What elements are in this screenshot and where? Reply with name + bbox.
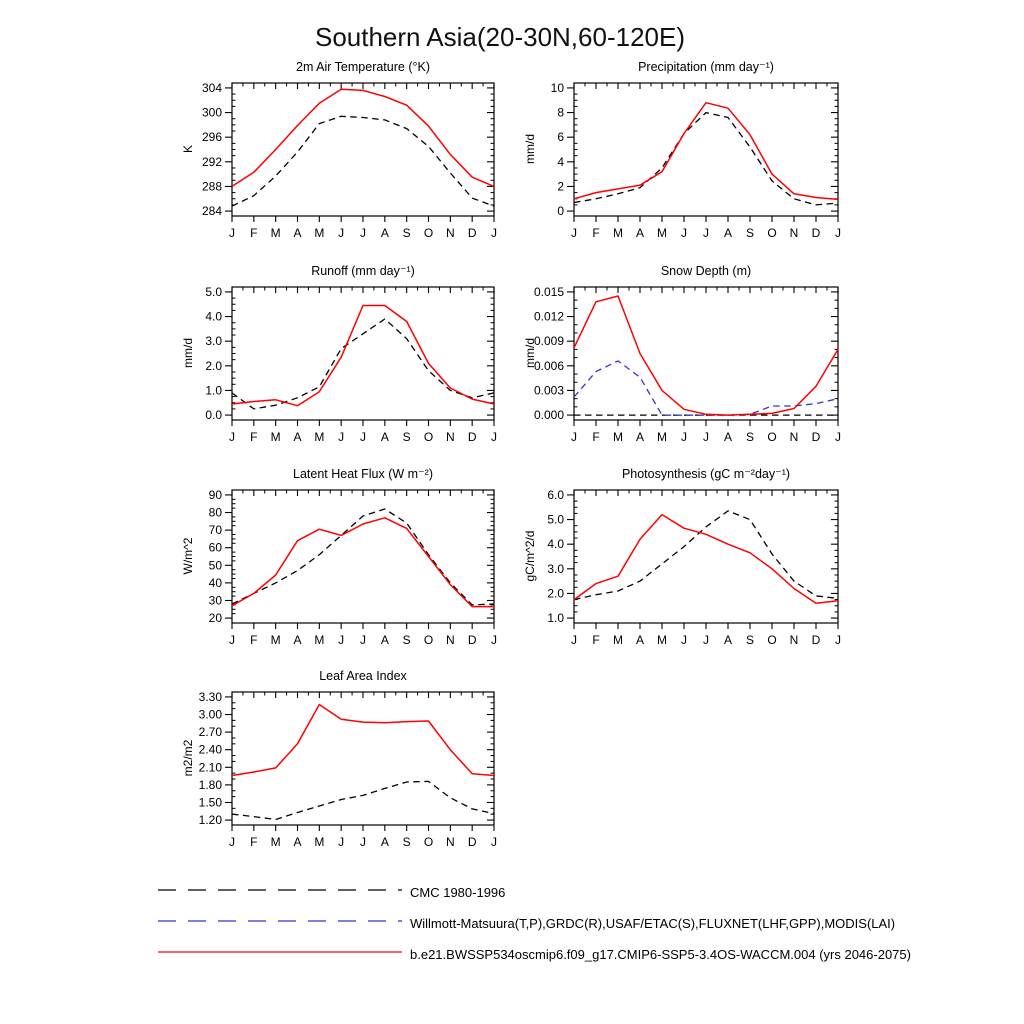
svg-text:2.0: 2.0 [547, 586, 564, 601]
svg-text:O: O [423, 835, 434, 849]
svg-text:40: 40 [208, 575, 222, 590]
svg-text:N: N [445, 835, 455, 849]
svg-text:F: F [250, 835, 258, 849]
svg-text:S: S [745, 633, 755, 647]
svg-text:O: O [423, 430, 434, 444]
svg-text:0: 0 [557, 204, 564, 219]
svg-text:N: N [789, 226, 799, 240]
svg-text:1.0: 1.0 [547, 611, 564, 626]
svg-text:M: M [613, 430, 623, 444]
svg-text:50: 50 [208, 558, 222, 573]
figure-title: Southern Asia(20-30N,60-120E) [314, 22, 685, 52]
svg-text:F: F [250, 430, 258, 444]
svg-text:J: J [491, 226, 497, 240]
legend-label-cmc: CMC 1980-1996 [410, 885, 506, 900]
svg-text:30: 30 [208, 593, 222, 608]
svg-text:J: J [491, 430, 497, 444]
yaxis-label-latent-heat-flux: W/m^2 [181, 537, 195, 575]
svg-text:3.30: 3.30 [198, 689, 222, 704]
svg-text:4.0: 4.0 [547, 537, 564, 552]
svg-text:A: A [635, 226, 645, 240]
svg-text:J: J [681, 633, 687, 647]
panel-title-air-temperature: 2m Air Temperature (°K) [296, 60, 430, 74]
svg-text:J: J [229, 430, 235, 444]
svg-text:J: J [703, 633, 709, 647]
svg-text:J: J [229, 633, 235, 647]
svg-text:A: A [380, 633, 389, 647]
svg-text:A: A [293, 835, 302, 849]
svg-text:N: N [445, 430, 455, 444]
svg-text:J: J [338, 835, 345, 849]
yaxis-label-photosynthesis: gC/m^2/d [523, 530, 537, 582]
svg-text:20: 20 [208, 611, 222, 626]
svg-text:3.0: 3.0 [547, 561, 564, 576]
svg-text:M: M [314, 226, 325, 240]
svg-text:M: M [314, 633, 325, 647]
svg-text:J: J [360, 633, 366, 647]
svg-text:0.003: 0.003 [533, 383, 564, 398]
svg-text:J: J [681, 226, 687, 240]
svg-text:M: M [314, 430, 325, 444]
panel-title-leaf-area-index: Leaf Area Index [319, 669, 407, 683]
svg-text:J: J [338, 633, 345, 647]
svg-text:J: J [360, 835, 366, 849]
svg-text:2.10: 2.10 [198, 760, 222, 775]
svg-text:2.70: 2.70 [198, 725, 222, 740]
svg-text:N: N [445, 226, 455, 240]
svg-text:A: A [380, 835, 389, 849]
svg-text:M: M [270, 633, 281, 647]
svg-text:5.0: 5.0 [205, 284, 222, 299]
panel-title-latent-heat-flux: Latent Heat Flux (W m⁻²) [293, 467, 433, 481]
svg-text:O: O [423, 633, 434, 647]
svg-text:J: J [338, 226, 345, 240]
chart-panel-latent-heat-flux [170, 476, 518, 668]
svg-text:F: F [250, 226, 258, 240]
chart-panel-snow-depth [512, 273, 862, 465]
chart-panel-air-temperature [170, 69, 518, 261]
svg-text:J: J [571, 633, 577, 647]
svg-text:0.006: 0.006 [533, 358, 564, 373]
svg-text:284: 284 [201, 204, 222, 219]
svg-text:296: 296 [201, 130, 222, 145]
yaxis-label-precipitation: mm/d [523, 134, 537, 164]
chart-panel-photosynthesis [512, 476, 862, 668]
svg-text:D: D [811, 430, 821, 444]
svg-text:M: M [270, 226, 281, 240]
yaxis-label-snow-depth: mm/d [523, 338, 537, 368]
svg-text:J: J [571, 226, 577, 240]
svg-text:S: S [402, 835, 411, 849]
svg-text:A: A [293, 430, 302, 444]
svg-text:2.40: 2.40 [198, 742, 222, 757]
svg-text:J: J [681, 430, 687, 444]
panel-title-snow-depth: Snow Depth (m) [660, 264, 752, 278]
chart-panel-leaf-area-index [170, 678, 518, 870]
svg-text:M: M [270, 430, 281, 444]
svg-text:3.00: 3.00 [198, 707, 222, 722]
svg-text:J: J [491, 835, 497, 849]
svg-text:M: M [657, 633, 667, 647]
svg-text:D: D [467, 430, 477, 444]
svg-text:S: S [402, 633, 411, 647]
svg-text:J: J [571, 430, 577, 444]
svg-text:80: 80 [208, 505, 222, 520]
svg-text:1.20: 1.20 [198, 813, 222, 828]
svg-text:J: J [360, 430, 366, 444]
svg-text:A: A [635, 430, 645, 444]
svg-text:4.0: 4.0 [205, 309, 222, 324]
svg-text:A: A [293, 633, 302, 647]
legend-line-samples [150, 876, 420, 966]
svg-text:M: M [657, 430, 667, 444]
svg-text:6.0: 6.0 [547, 487, 564, 502]
legend-label-model: b.e21.BWSSP534oscmip6.f09_g17.CMIP6-SSP5-3.4OS-WACCM.004 (yrs 2046-2075) [410, 947, 911, 962]
svg-text:A: A [723, 430, 733, 444]
yaxis-label-runoff: mm/d [181, 338, 195, 368]
panel-title-photosynthesis: Photosynthesis (gC m⁻²day⁻¹) [621, 467, 791, 481]
panel-title-precipitation: Precipitation (mm day⁻¹) [638, 60, 774, 74]
svg-text:1.0: 1.0 [205, 383, 222, 398]
svg-text:M: M [657, 226, 667, 240]
svg-text:304: 304 [201, 80, 222, 95]
svg-text:2: 2 [557, 179, 564, 194]
svg-text:0.009: 0.009 [533, 334, 564, 349]
svg-text:70: 70 [208, 523, 222, 538]
svg-text:J: J [703, 226, 709, 240]
svg-text:O: O [767, 633, 777, 647]
svg-text:D: D [811, 226, 821, 240]
svg-text:10: 10 [550, 80, 564, 95]
svg-text:N: N [445, 633, 455, 647]
svg-text:6: 6 [557, 130, 564, 145]
svg-text:D: D [467, 226, 477, 240]
svg-text:2.0: 2.0 [205, 358, 222, 373]
svg-text:O: O [423, 226, 434, 240]
svg-text:A: A [635, 633, 645, 647]
yaxis-label-leaf-area-index: m2/m2 [181, 739, 195, 777]
yaxis-label-air-temperature: K [181, 145, 195, 154]
svg-text:60: 60 [208, 540, 222, 555]
svg-text:S: S [745, 226, 755, 240]
svg-text:F: F [250, 633, 258, 647]
svg-text:S: S [402, 226, 411, 240]
svg-text:M: M [613, 633, 623, 647]
svg-text:F: F [592, 633, 600, 647]
svg-text:A: A [293, 226, 302, 240]
svg-text:8: 8 [557, 105, 564, 120]
svg-text:J: J [835, 633, 841, 647]
svg-text:F: F [592, 226, 600, 240]
svg-text:300: 300 [201, 105, 222, 120]
legend-label-obs: Willmott-Matsuura(T,P),GRDC(R),USAF/ETAC(S),FLUXNET(LHF,GPP),MODIS(LAI) [410, 916, 896, 931]
svg-text:1.80: 1.80 [198, 777, 222, 792]
svg-text:5.0: 5.0 [547, 512, 564, 527]
svg-text:288: 288 [201, 179, 222, 194]
svg-text:N: N [789, 430, 799, 444]
svg-text:M: M [314, 835, 325, 849]
svg-text:1.50: 1.50 [198, 795, 222, 810]
svg-text:N: N [789, 633, 799, 647]
svg-text:J: J [703, 430, 709, 444]
svg-text:D: D [467, 835, 477, 849]
svg-text:292: 292 [201, 154, 222, 169]
panel-title-runoff: Runoff (mm day⁻¹) [311, 264, 415, 278]
svg-text:J: J [338, 430, 345, 444]
svg-text:3.0: 3.0 [205, 334, 222, 349]
svg-text:J: J [835, 226, 841, 240]
svg-text:0.012: 0.012 [533, 309, 564, 324]
svg-text:O: O [767, 430, 777, 444]
svg-text:A: A [723, 633, 733, 647]
chart-panel-runoff [170, 273, 518, 465]
svg-text:D: D [467, 633, 477, 647]
svg-text:O: O [767, 226, 777, 240]
svg-text:F: F [592, 430, 600, 444]
svg-text:S: S [745, 430, 755, 444]
svg-text:M: M [613, 226, 623, 240]
svg-text:A: A [723, 226, 733, 240]
svg-text:J: J [835, 430, 841, 444]
svg-text:0.015: 0.015 [533, 284, 564, 299]
svg-text:90: 90 [208, 487, 222, 502]
svg-text:4: 4 [557, 154, 564, 169]
svg-text:A: A [380, 430, 389, 444]
svg-text:D: D [811, 633, 821, 647]
svg-text:J: J [360, 226, 366, 240]
svg-text:J: J [229, 226, 235, 240]
chart-panel-precipitation [512, 69, 862, 261]
svg-text:0.000: 0.000 [533, 408, 564, 423]
svg-text:0.0: 0.0 [205, 408, 222, 423]
svg-text:J: J [491, 633, 497, 647]
svg-text:M: M [270, 835, 281, 849]
svg-text:A: A [380, 226, 389, 240]
svg-text:S: S [402, 430, 411, 444]
svg-text:J: J [229, 835, 235, 849]
